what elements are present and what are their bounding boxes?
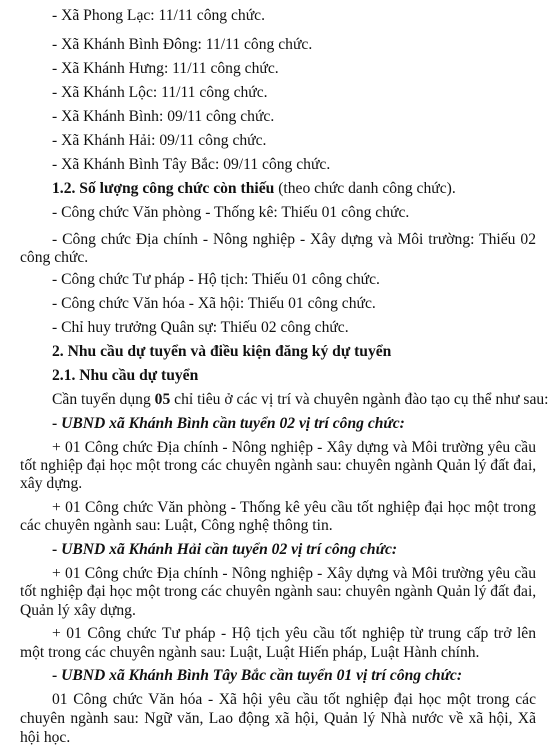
paragraph-line: tốt nghiệp đại học một trong các chuyên ngành sau: chuyên ngành Quản lý đất đai,: [20, 583, 537, 600]
intro-text: chỉ tiêu ở các vị trí và chuyên ngành đào tạo cụ thể như sau:: [170, 391, 549, 408]
list-item: - Công chức Tư pháp - Hộ tịch: Thiếu 01 công chức.: [52, 271, 380, 288]
paragraph-line: một trong các chuyên ngành sau: Luật, Luật Hiến pháp, Luật Hành chính.: [20, 644, 480, 661]
list-item: - Xã Khánh Hải: 09/11 công chức.: [52, 132, 267, 149]
section-heading: 2. Nhu cầu dự tuyển và điều kiện đăng ký dự tuyển: [52, 343, 392, 360]
list-item: - Công chức Văn hóa - Xã hội: Thiếu 01 công chức.: [52, 295, 376, 312]
list-item: - Xã Phong Lạc: 11/11 công chức.: [52, 7, 265, 24]
list-item: - Xã Khánh Lộc: 11/11 công chức.: [52, 84, 268, 101]
list-item: - Xã Khánh Bình Đông: 11/11 công chức.: [52, 36, 313, 53]
list-item: - Xã Khánh Bình: 09/11 công chức.: [52, 108, 275, 125]
unit-heading-text: UBND xã Khánh Bình cần tuyển 02 vị trí công chức:: [61, 415, 405, 432]
list-item-continuation: công chức.: [20, 249, 89, 266]
paragraph-line: xây dựng.: [20, 475, 83, 492]
unit-heading: [52, 666, 560, 685]
paragraph-line: tốt nghiệp đại học một trong các chuyên ngành sau: chuyên ngành Quản lý đất đai,: [20, 457, 537, 474]
paragraph-line: + 01 Công chức Địa chính - Nông nghiệp - Xây dựng và Môi trường yêu cầu: [52, 565, 536, 582]
unit-heading-prefix: -: [52, 541, 62, 558]
list-item: - Chỉ huy trưởng Quân sự: Thiếu 02 công chức.: [52, 319, 349, 336]
intro-text: Cần tuyển dụng: [52, 391, 155, 408]
intro-paragraph: [52, 390, 560, 409]
unit-heading-prefix: -: [52, 667, 62, 684]
paragraph-line: + 01 Công chức Văn phòng - Thống kê yêu cầu tốt nghiệp đại học một trong: [52, 499, 536, 516]
paragraph-line: Quản lý xây dựng.: [20, 602, 136, 619]
paragraph-line: chuyên ngành sau: Ngữ văn, Lao động xã hội, Quản lý Nhà nước về xã hội, Xã: [20, 710, 536, 727]
list-item: - Xã Khánh Bình Tây Bắc: 09/11 công chức.: [52, 156, 331, 173]
unit-heading-text: UBND xã Khánh Hải cần tuyển 02 vị trí công chức:: [61, 541, 398, 558]
paragraph-line: + 01 Công chức Địa chính - Nông nghiệp - Xây dựng và Môi trường yêu cầu: [52, 439, 536, 456]
section-heading-rest: (theo chức danh công chức).: [274, 180, 456, 197]
intro-count: 05: [154, 391, 171, 408]
paragraph-line: các chuyên ngành sau: Luật, Công nghệ thông tin.: [20, 517, 333, 534]
unit-heading-prefix: -: [52, 415, 62, 432]
list-item: - Xã Khánh Hưng: 11/11 công chức.: [52, 60, 279, 77]
paragraph-line: 01 Công chức Văn hóa - Xã hội yêu cầu tốt nghiệp đại học một trong các: [52, 691, 536, 708]
section-heading-bold: 1.2. Số lượng công chức còn thiếu: [52, 180, 275, 197]
list-item: - Công chức Văn phòng - Thống kê: Thiếu 01 công chức.: [52, 204, 410, 221]
paragraph-line: hội học.: [20, 729, 71, 746]
list-item: - Công chức Địa chính - Nông nghiệp - Xây dựng và Môi trường: Thiếu 02: [52, 231, 536, 248]
unit-heading: [52, 540, 560, 559]
unit-heading-text: UBND xã Khánh Bình Tây Bắc cần tuyển 01 vị trí công chức:: [61, 667, 463, 684]
paragraph-line: + 01 Công chức Tư pháp - Hộ tịch yêu cầu tốt nghiệp từ trung cấp trở lên: [52, 625, 536, 642]
sub-heading: 2.1. Nhu cầu dự tuyển: [52, 367, 199, 384]
unit-heading: [52, 414, 560, 433]
section-heading: [52, 179, 560, 198]
